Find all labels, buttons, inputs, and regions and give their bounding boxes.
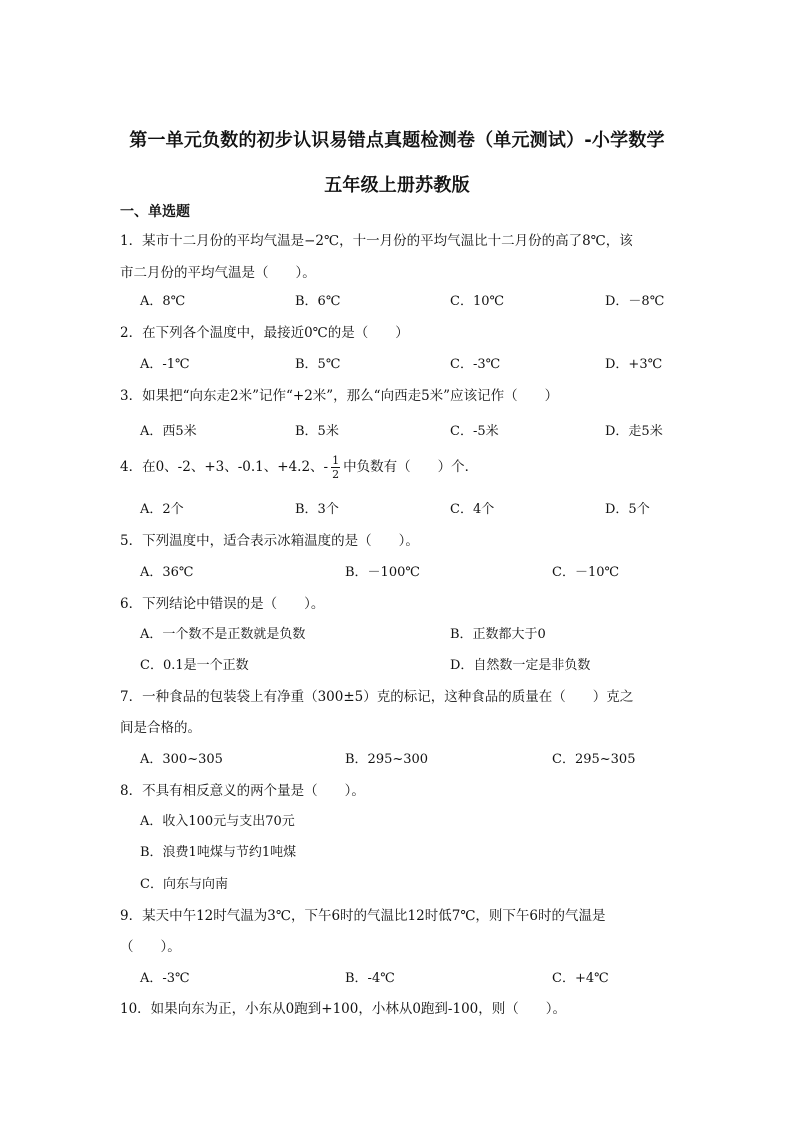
q1-stem-line2: 市二月份的平均气温是（ ）。 (120, 265, 316, 281)
q2-option-d: D．+3℃ (605, 357, 663, 372)
exam-title-line1: 第一单元负数的初步认识易错点真题检测卷（单元测试）-小学数学 (129, 130, 665, 151)
q4-option-c: C．4个 (450, 502, 495, 517)
q9-stem-line2: （ ）。 (120, 939, 181, 955)
q1-option-b: B．6℃ (295, 294, 341, 309)
q8-stem: 8．不具有相反意义的两个量是（ ）。 (120, 783, 365, 799)
q1-stem-line1: 1．某市十二月份的平均气温是−2℃，十一月份的平均气温比十二月份的高了8℃，该 (120, 233, 633, 249)
q1-option-d: D．－8℃ (605, 294, 665, 309)
q3-option-d: D．走5米 (605, 424, 663, 439)
q9-option-a: A．-3℃ (140, 971, 190, 986)
q8-option-c: C．向东与向南 (140, 877, 228, 892)
q7-option-a: A．300~305 (140, 752, 223, 767)
q5-option-b: B．－100℃ (345, 565, 420, 580)
q5-option-c: C．－10℃ (552, 565, 620, 580)
q1-option-a: A．8℃ (140, 294, 186, 309)
q10-stem: 10．如果向东为正，小东从0跑到+100，小林从0跑到-100，则（ ）。 (120, 1001, 567, 1017)
q3-option-b: B．5米 (295, 424, 339, 439)
q3-stem: 3．如果把“向东走2米”记作“+2米”，那么“向西走5米”应该记作（ ） (120, 388, 559, 404)
q4-stem (120, 454, 478, 481)
q4-option-a: A．2个 (140, 502, 184, 517)
q9-option-b: B．-4℃ (345, 971, 395, 986)
q9-stem-line1: 9．某天中午12时气温为3℃，下午6时的气温比12时低7℃，则下午6时的气温是 (120, 908, 606, 924)
q6-stem: 6．下列结论中错误的是（ ）。 (120, 596, 325, 612)
q7-stem-line1: 7．一种食品的包装袋上有净重（300±5）克的标记，这种食品的质量在（ ）克之 (120, 689, 634, 705)
section-heading: 一、单选题 (120, 204, 190, 220)
q4-stem-suffix: 中负数有（ ）个． (343, 459, 479, 475)
q5-option-a: A．36℃ (140, 565, 194, 580)
q7-option-c: C．295~305 (552, 752, 636, 767)
q9-option-c: C．+4℃ (552, 971, 609, 986)
q4-stem-prefix: 4．在0、-2、+3、-0.1、+4.2、- (120, 459, 329, 475)
q4-option-d: D．5个 (605, 502, 650, 517)
q2-option-a: A．-1℃ (140, 357, 190, 372)
q6-option-b: B．正数都大于0 (450, 627, 546, 642)
q7-stem-line2: 间是合格的。 (120, 720, 201, 736)
q8-option-b: B．浪费1吨煤与节约1吨煤 (140, 845, 297, 860)
q2-stem: 2．在下列各个温度中，最接近0℃的是（ ） (120, 325, 409, 341)
q6-option-c: C．0.1是一个正数 (140, 658, 249, 673)
q3-option-c: C．-5米 (450, 424, 499, 439)
q2-option-c: C．-3℃ (450, 357, 501, 372)
exam-title-line2: 五年级上册苏教版 (324, 175, 470, 196)
one-half-fraction (331, 454, 340, 481)
q4-option-b: B．3个 (295, 502, 339, 517)
fraction-denominator: 2 (332, 468, 340, 481)
q6-option-a: A．一个数不是正数就是负数 (140, 627, 306, 642)
fraction-numerator: 1 (332, 454, 340, 467)
q1-option-c: C．10℃ (450, 294, 505, 309)
q5-stem: 5．下列温度中，适合表示冰箱温度的是（ ）。 (120, 533, 419, 549)
q8-option-a: A．收入100元与支出70元 (140, 814, 295, 829)
q7-option-b: B．295~300 (345, 752, 429, 767)
q6-option-d: D．自然数一定是非负数 (450, 658, 591, 673)
q2-option-b: B．5℃ (295, 357, 341, 372)
q3-option-a: A．西5米 (140, 424, 197, 439)
